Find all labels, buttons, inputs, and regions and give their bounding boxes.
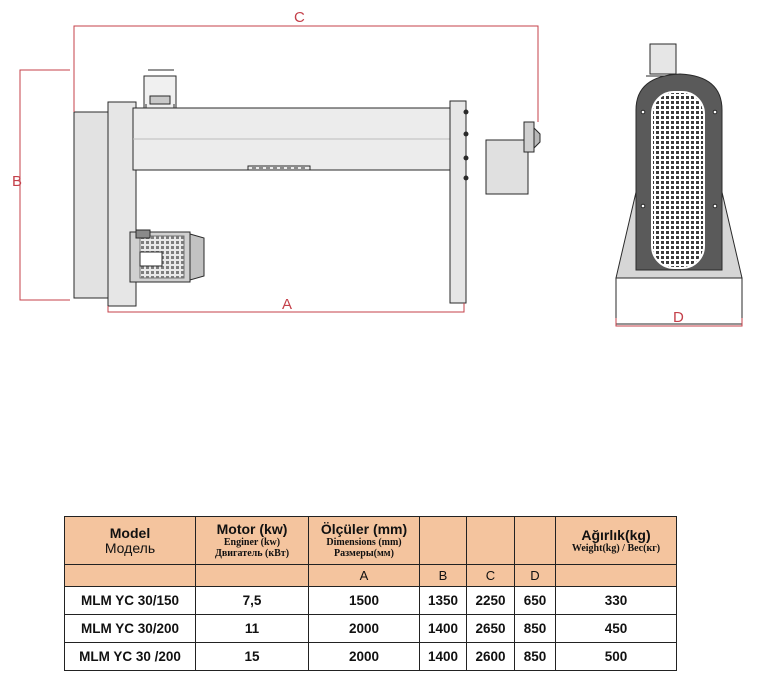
cell-b: 1350 [420, 587, 467, 615]
header-model-ru: Модель [104, 539, 156, 556]
header-model [65, 517, 196, 565]
cell-motor: 11 [196, 615, 309, 643]
cell-c: 2650 [467, 615, 515, 643]
right-gearbox [486, 140, 528, 194]
cell-model: MLM YC 30/150 [65, 587, 196, 615]
cell-a: 2000 [309, 643, 420, 671]
cell-c: 2600 [467, 643, 515, 671]
cell-b: 1400 [420, 615, 467, 643]
header-weight-tr: Ağırlık(kg) [581, 526, 651, 543]
end-cap [524, 122, 534, 152]
cell-c: 2250 [467, 587, 515, 615]
cell-d: 850 [515, 643, 556, 671]
header-motor-tr: Motor (kw) [216, 521, 288, 537]
cell-weight: 450 [556, 615, 677, 643]
front-mesh-screen [652, 92, 704, 268]
right-support-plate [450, 101, 466, 303]
cell-a: 1500 [309, 587, 420, 615]
table-row [65, 643, 677, 671]
cell-d: 850 [515, 615, 556, 643]
header-blank-b [420, 517, 467, 565]
electric-motor [130, 230, 204, 282]
header-letter-c: C [467, 565, 515, 587]
front-top-drive [650, 44, 676, 74]
dimension-label-d: D [673, 309, 684, 326]
cell-b: 1400 [420, 643, 467, 671]
header-dimensions-tr: Ölçüler (mm) [320, 521, 408, 537]
header-letter-d: D [515, 565, 556, 587]
header-letter-a: A [309, 565, 420, 587]
cell-weight: 330 [556, 587, 677, 615]
header-dimensions-ru: Размеры(мм) [334, 548, 394, 559]
header-dimensions [309, 517, 420, 565]
header-model-tr: Model [109, 524, 151, 541]
header-weight-sub: Weight(kg) / Вес(кг) [571, 542, 661, 554]
header-row [65, 517, 677, 565]
header-weight [556, 517, 677, 565]
header-blank-c [467, 517, 515, 565]
table-row [65, 587, 677, 615]
letter-row [65, 565, 677, 587]
cell-model: MLM YC 30 /200 [65, 643, 196, 671]
cell-d: 650 [515, 587, 556, 615]
header-motor-ru: Двигатель (кВт) [214, 548, 290, 559]
cell-model: MLM YC 30/200 [65, 615, 196, 643]
cell-motor: 15 [196, 643, 309, 671]
header-letter-b: B [420, 565, 467, 587]
cell-motor: 7,5 [196, 587, 309, 615]
side-view [74, 70, 540, 306]
table-row [65, 615, 677, 643]
front-view [616, 44, 742, 324]
header-motor-en: Enginer (kw) [223, 537, 281, 548]
specification-table [64, 516, 677, 671]
header-motor [196, 517, 309, 565]
dimension-label-b: B [12, 173, 23, 190]
dimension-label-a: A [282, 296, 293, 313]
dimension-label-c: C [294, 9, 305, 26]
cell-weight: 500 [556, 643, 677, 671]
header-dimensions-en: Dimensions (mm) [326, 537, 402, 548]
header-blank-d [515, 517, 556, 565]
cell-a: 2000 [309, 615, 420, 643]
